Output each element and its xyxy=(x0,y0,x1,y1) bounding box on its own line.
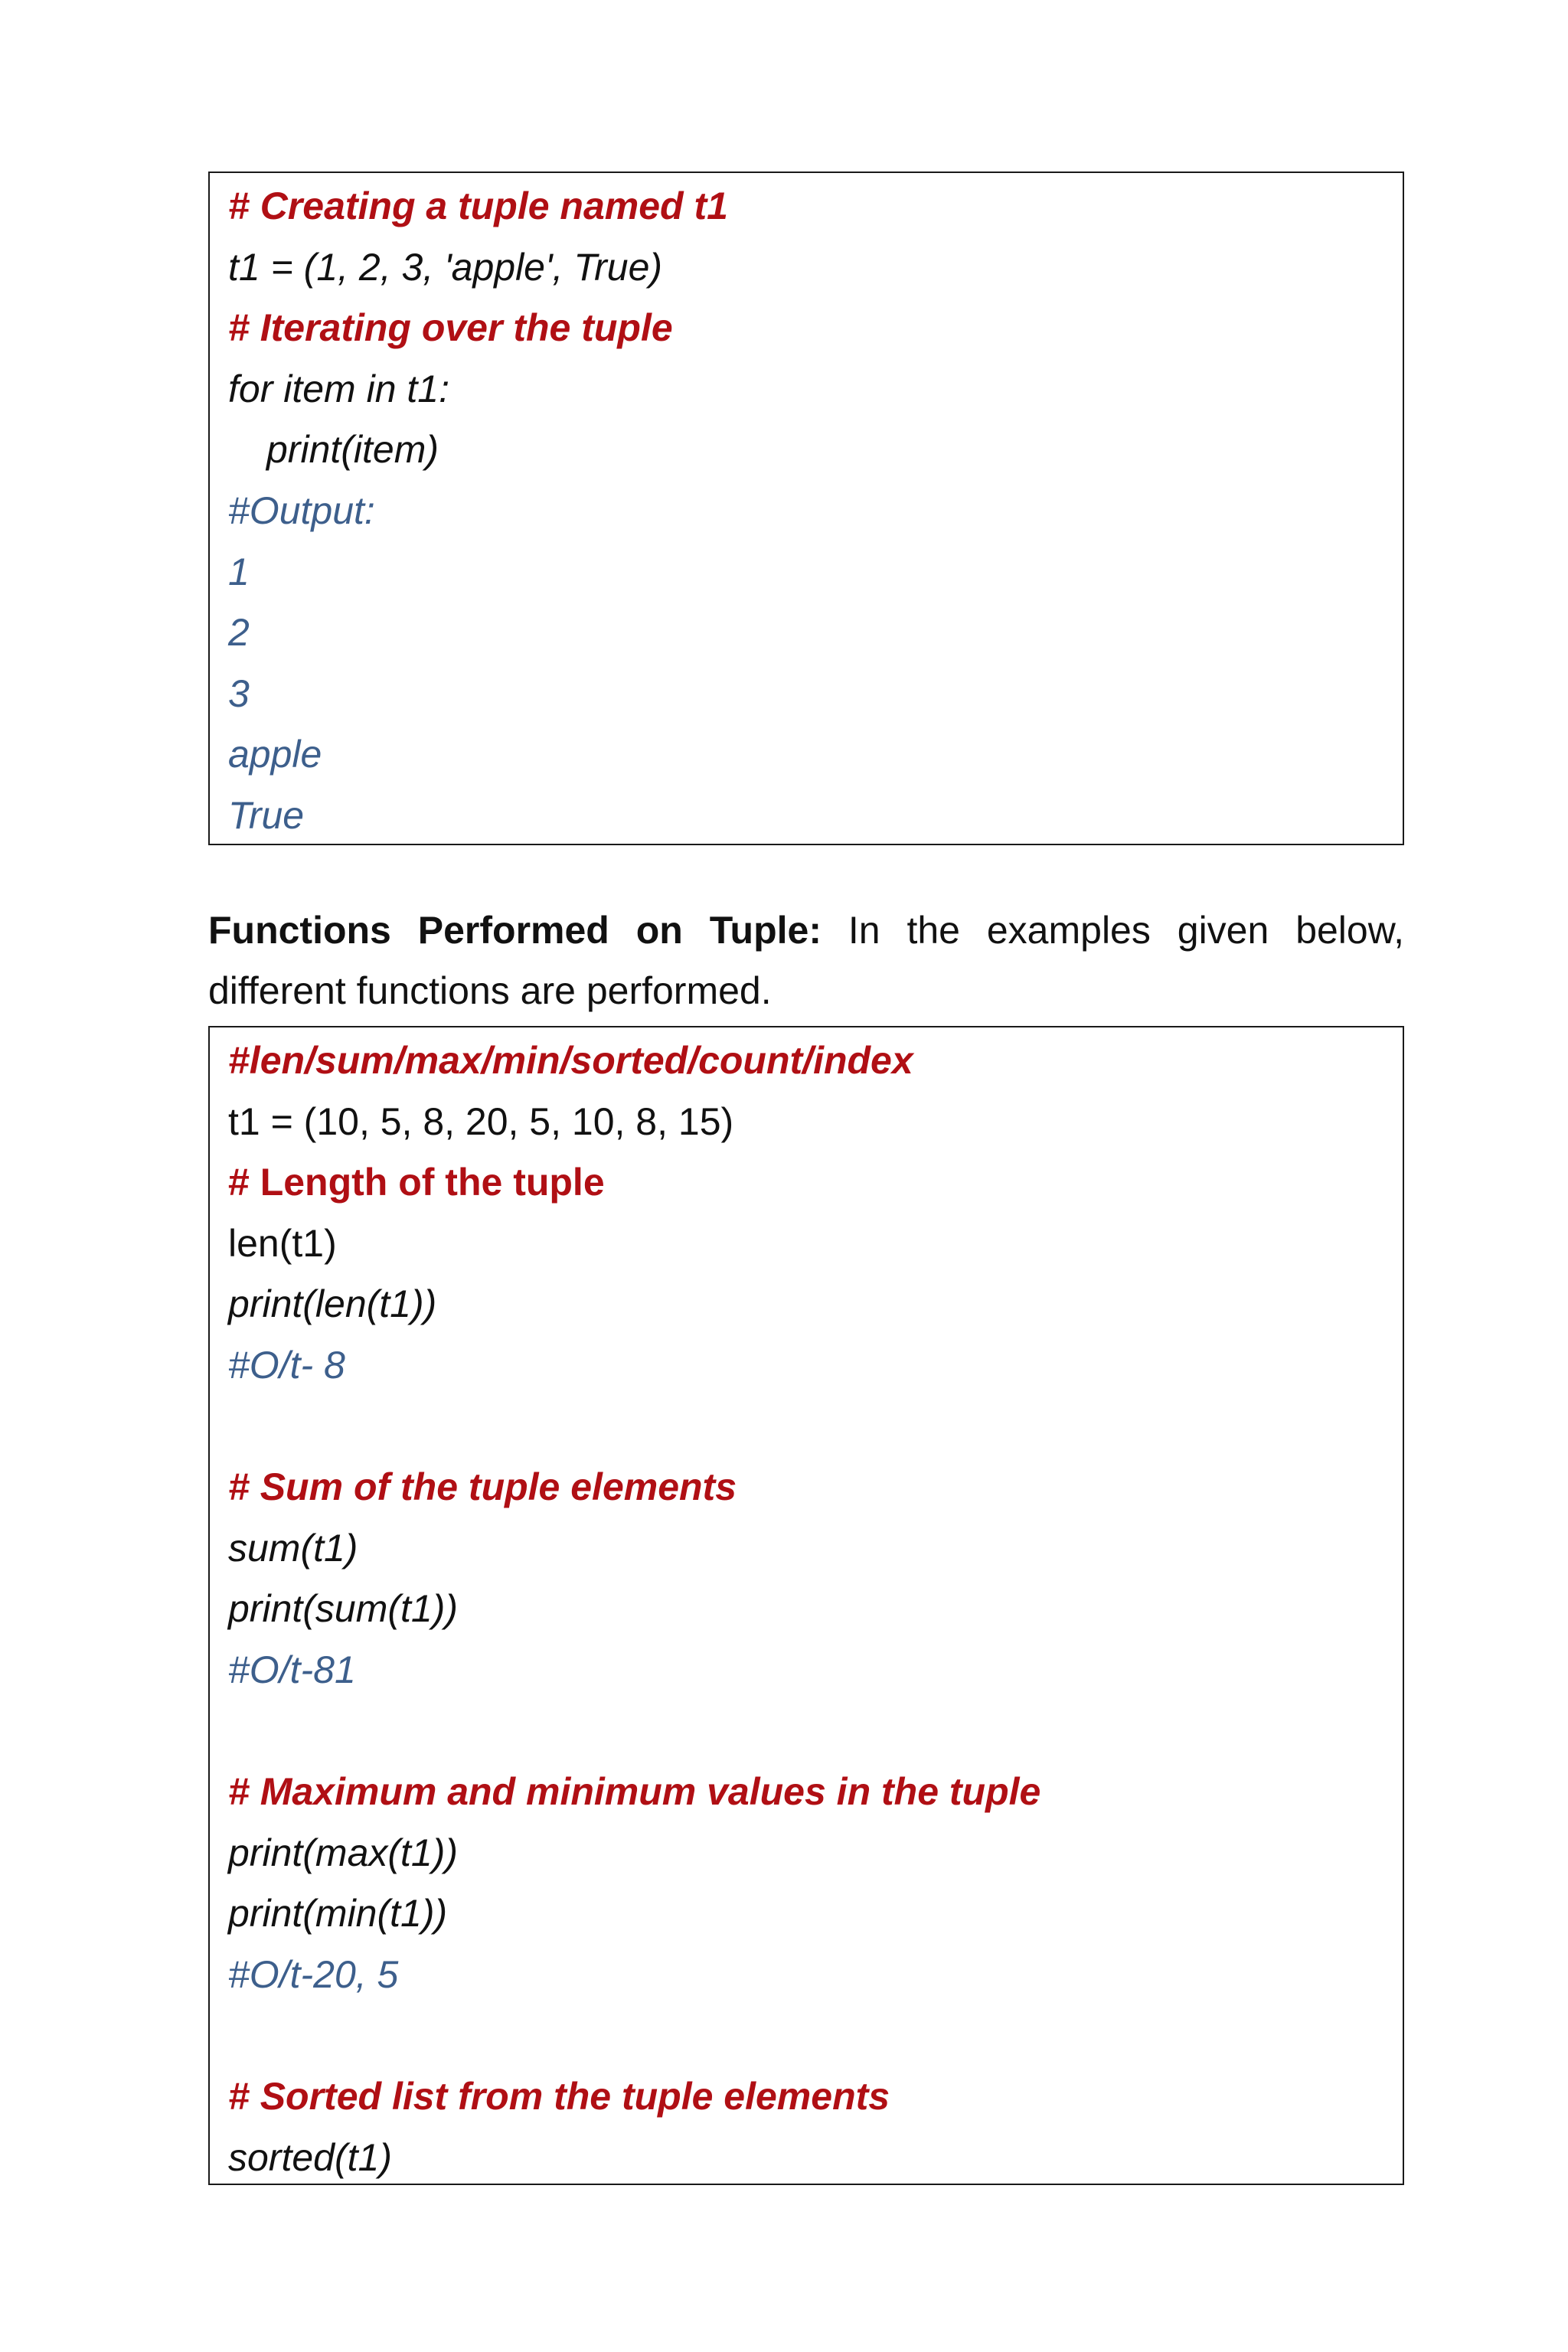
output-line: apple xyxy=(228,733,322,776)
paragraph-word: examples xyxy=(986,909,1151,952)
code-comment: # Length of the tuple xyxy=(228,1161,605,1204)
paragraph-line-1 xyxy=(208,900,1404,961)
paragraph-line-2: different functions are performed. xyxy=(208,969,772,1012)
paragraph-word: In xyxy=(848,909,880,952)
code-line: print(min(t1)) xyxy=(228,1892,448,1936)
code-comment: # Maximum and minimum values in the tuple xyxy=(228,1770,1041,1814)
code-line: print(sum(t1)) xyxy=(228,1587,459,1631)
code-comment: # Creating a tuple named t1 xyxy=(228,185,728,227)
code-line: print(item) xyxy=(266,428,439,472)
output-line: 2 xyxy=(228,611,250,655)
paragraph-heading-word: Tuple: xyxy=(709,909,822,952)
blank-line xyxy=(228,2006,1403,2067)
output-line: #O/t-20, 5 xyxy=(228,1952,399,1996)
code-line: for item in t1: xyxy=(228,367,449,410)
output-line: True xyxy=(228,793,305,837)
code-block-tuple-functions xyxy=(208,1026,1404,2185)
paragraph-heading-word: Performed xyxy=(417,909,609,952)
code-line: sum(t1) xyxy=(228,1526,358,1570)
paragraph-heading-word: on xyxy=(635,909,683,952)
code-comment: # Sum of the tuple elements xyxy=(228,1465,737,1509)
code-comment: # Iterating over the tuple xyxy=(228,306,673,350)
code-line: print(max(t1)) xyxy=(228,1831,459,1874)
code-block-tuple-iteration xyxy=(208,172,1404,845)
paragraph-word: given xyxy=(1177,909,1269,952)
output-line: #O/t- 8 xyxy=(228,1343,345,1387)
blank-line xyxy=(228,1396,1403,1458)
code-line: sorted(t1) xyxy=(228,2135,392,2179)
paragraph-word: the xyxy=(906,909,960,952)
paragraph-heading-word: Functions xyxy=(208,909,391,952)
code-line: print(len(t1)) xyxy=(228,1282,437,1326)
code-line: t1 = (1, 2, 3, 'apple', True) xyxy=(228,245,663,289)
output-line: #O/t-81 xyxy=(228,1648,356,1691)
output-line: #Output: xyxy=(228,488,375,532)
code-line: len(t1) xyxy=(228,1221,337,1265)
code-line: t1 = (10, 5, 8, 20, 5, 10, 8, 15) xyxy=(228,1099,734,1143)
output-line: 1 xyxy=(228,550,250,593)
code-comment: #len/sum/max/min/sorted/count/index xyxy=(228,1039,913,1082)
output-line: 3 xyxy=(228,671,250,715)
code-comment: # Sorted list from the tuple elements xyxy=(228,2075,890,2118)
blank-line xyxy=(228,1701,1403,1762)
paragraph-word: below, xyxy=(1295,909,1404,952)
section-paragraph xyxy=(208,900,1404,1021)
